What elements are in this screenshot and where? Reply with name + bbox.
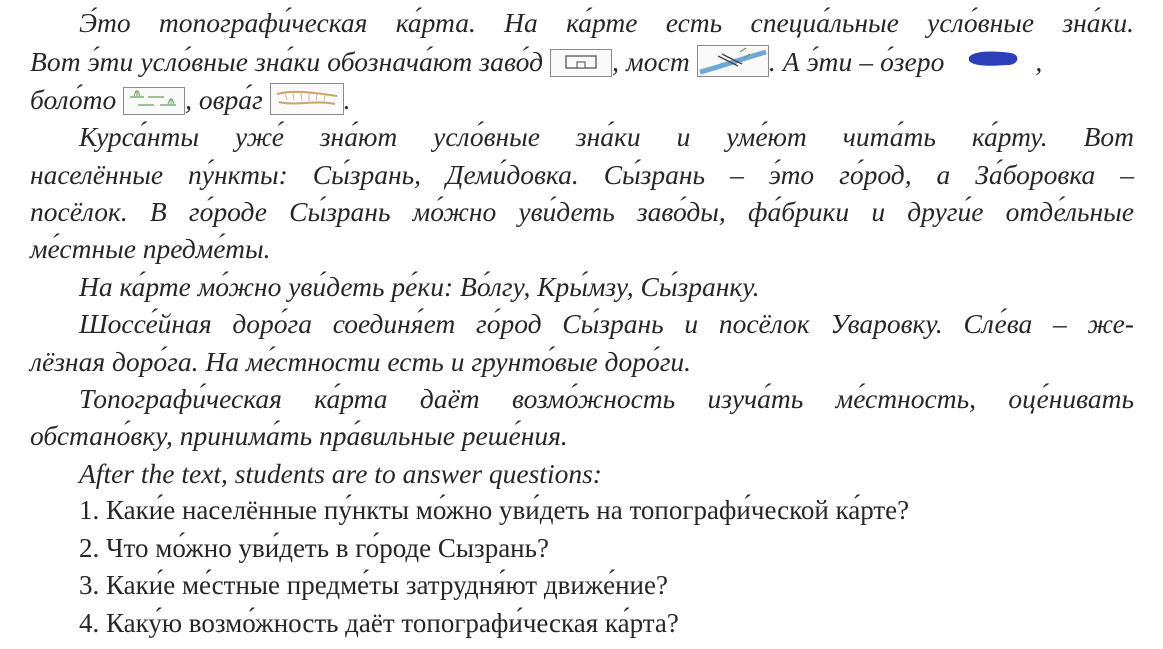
ravine-symbol-icon [270, 83, 344, 115]
paragraph-conclusion [30, 380, 1134, 455]
paragraph-line: ме́стные предме́ты. [30, 233, 271, 265]
paragraph-rivers [30, 268, 1134, 305]
question-list [30, 492, 1134, 642]
question-item: 3. Каки́е ме́стные предме́ты затрудня́ют движе́ние? [79, 570, 668, 601]
paragraph-line: На ка́рте мо́жно уви́деть ре́ки: Во́лгу, Кры́мзу, Сы́зранку. [79, 270, 760, 302]
instruction-text [30, 455, 1134, 492]
text-run: , овра́г [185, 83, 263, 115]
paragraph-intro [30, 4, 1134, 118]
text-run: , мост [612, 46, 690, 78]
lake-symbol-icon [965, 41, 1021, 78]
paragraph-line: Э́то топографи́ческая ка́рта. На ка́рте есть специа́льные усло́вные зна́ки. [79, 7, 1134, 38]
document-page [30, 4, 1134, 642]
factory-symbol-icon [550, 49, 612, 77]
paragraph-line: Топографи́ческая ка́рта даёт возмо́жность изуча́ть ме́стность, оце́нивать [79, 383, 1134, 415]
text-run: боло́то [30, 83, 117, 115]
text-run: . [343, 83, 351, 115]
text-run: Вот э́ти усло́вные зна́ки обознача́ют заво́д [30, 46, 544, 78]
instruction-line: After the text, students are to answer questions: [79, 457, 602, 489]
paragraph-line [30, 81, 1134, 118]
text-run: , [1035, 46, 1043, 78]
bridge-symbol-icon [697, 45, 769, 77]
paragraph-line: посёлок. В го́роде Сы́зрань мо́жно уви́деть заво́ды, фа́брики и други́е отде́льные [30, 196, 1134, 228]
question-item: 4. Каку́ю возмо́жность даёт топографи́ческая ка́рта? [79, 607, 679, 638]
paragraph-line: населённые пу́нкты: Сы́зрань, Деми́довка. Сы́зрань – э́то го́род, а За́боровка – [30, 158, 1134, 190]
paragraph-line: Курса́нты уже́ зна́ют усло́вные зна́ки и уме́ют чита́ть ка́рту. Вот [79, 121, 1134, 153]
paragraph-line: лёзная доро́га. На ме́стности есть и грунто́вые доро́ги. [30, 345, 692, 377]
question-item: 1. Каки́е населённые пу́нкты мо́жно уви́деть на топографи́ческой ка́рте? [79, 495, 910, 526]
paragraph-cadets [30, 118, 1134, 268]
paragraph-line: обстано́вку, принима́ть пра́вильные реше́ния. [30, 420, 568, 452]
paragraph-line [30, 41, 1134, 80]
text-run: . А э́ти – о́зеро [768, 46, 945, 78]
swamp-symbol-icon [123, 87, 185, 115]
paragraph-line: Шоссе́йная доро́га соединя́ет го́род Сы́зрань и посёлок Уваровку. Сле́ва – же- [79, 308, 1134, 340]
paragraph-roads [30, 305, 1134, 380]
question-item: 2. Что мо́жно уви́деть в го́роде Сызрань? [79, 532, 549, 563]
